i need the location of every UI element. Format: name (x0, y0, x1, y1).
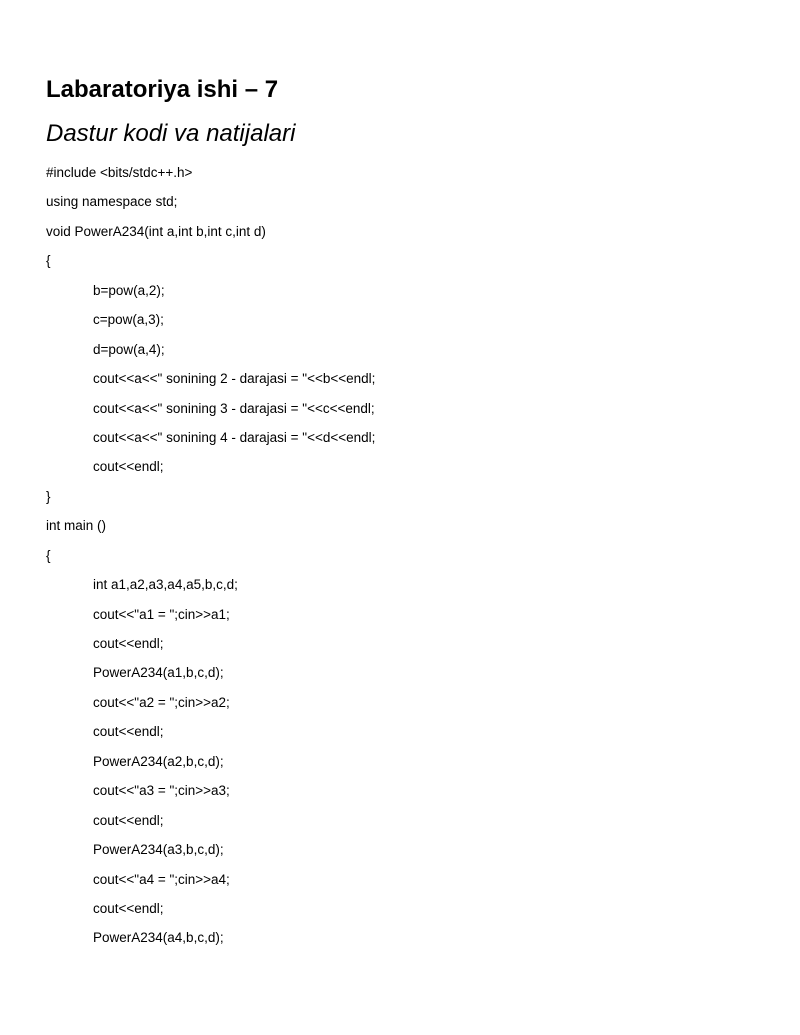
code-line: } (46, 488, 51, 504)
code-line: cout<<a<<" sonining 4 - darajasi = "<<d<<endl; (93, 429, 376, 445)
code-line: c=pow(a,3); (93, 312, 164, 328)
code-line: int main () (46, 518, 107, 534)
code-line: cout<<"a4 = ";cin>>a4; (93, 871, 230, 887)
code-line: PowerA234(a3,b,c,d); (93, 842, 224, 858)
code-line: d=pow(a,4); (93, 341, 165, 357)
code-line: cout<<endl; (93, 724, 164, 740)
code-listing (46, 162, 375, 957)
code-line: PowerA234(a4,b,c,d); (93, 930, 224, 946)
code-line: cout<<"a2 = ";cin>>a2; (93, 694, 230, 710)
code-line: cout<<endl; (93, 636, 164, 651)
code-line: { (46, 253, 51, 269)
code-line: using namespace std; (46, 194, 178, 210)
code-line: cout<<a<<" sonining 2 - darajasi = "<<b<<endl; (93, 371, 376, 387)
code-line: b=pow(a,2); (93, 282, 165, 298)
code-line: cout<<endl; (93, 900, 164, 916)
code-line: PowerA234(a2,b,c,d); (93, 753, 224, 769)
code-line: PowerA234(a1,b,c,d); (93, 665, 224, 681)
code-line: int a1,a2,a3,a4,a5,b,c,d; (93, 577, 238, 593)
code-line: cout<<"a3 = ";cin>>a3; (93, 783, 230, 799)
code-line: void PowerA234(int a,int b,int c,int d) (46, 223, 266, 239)
code-line: cout<<"a1 = ";cin>>a1; (93, 606, 230, 622)
code-line: #include <bits/stdc++.h> (46, 165, 193, 180)
page-title: Labaratoriya ishi – 7 (46, 76, 279, 103)
code-line: cout<<a<<" sonining 3 - darajasi = "<<c<<endl; (93, 400, 375, 416)
page-subtitle: Dastur kodi va natijalari (46, 120, 296, 147)
code-line: { (46, 547, 51, 563)
code-line: cout<<endl; (93, 459, 164, 475)
code-line: cout<<endl; (93, 812, 164, 828)
